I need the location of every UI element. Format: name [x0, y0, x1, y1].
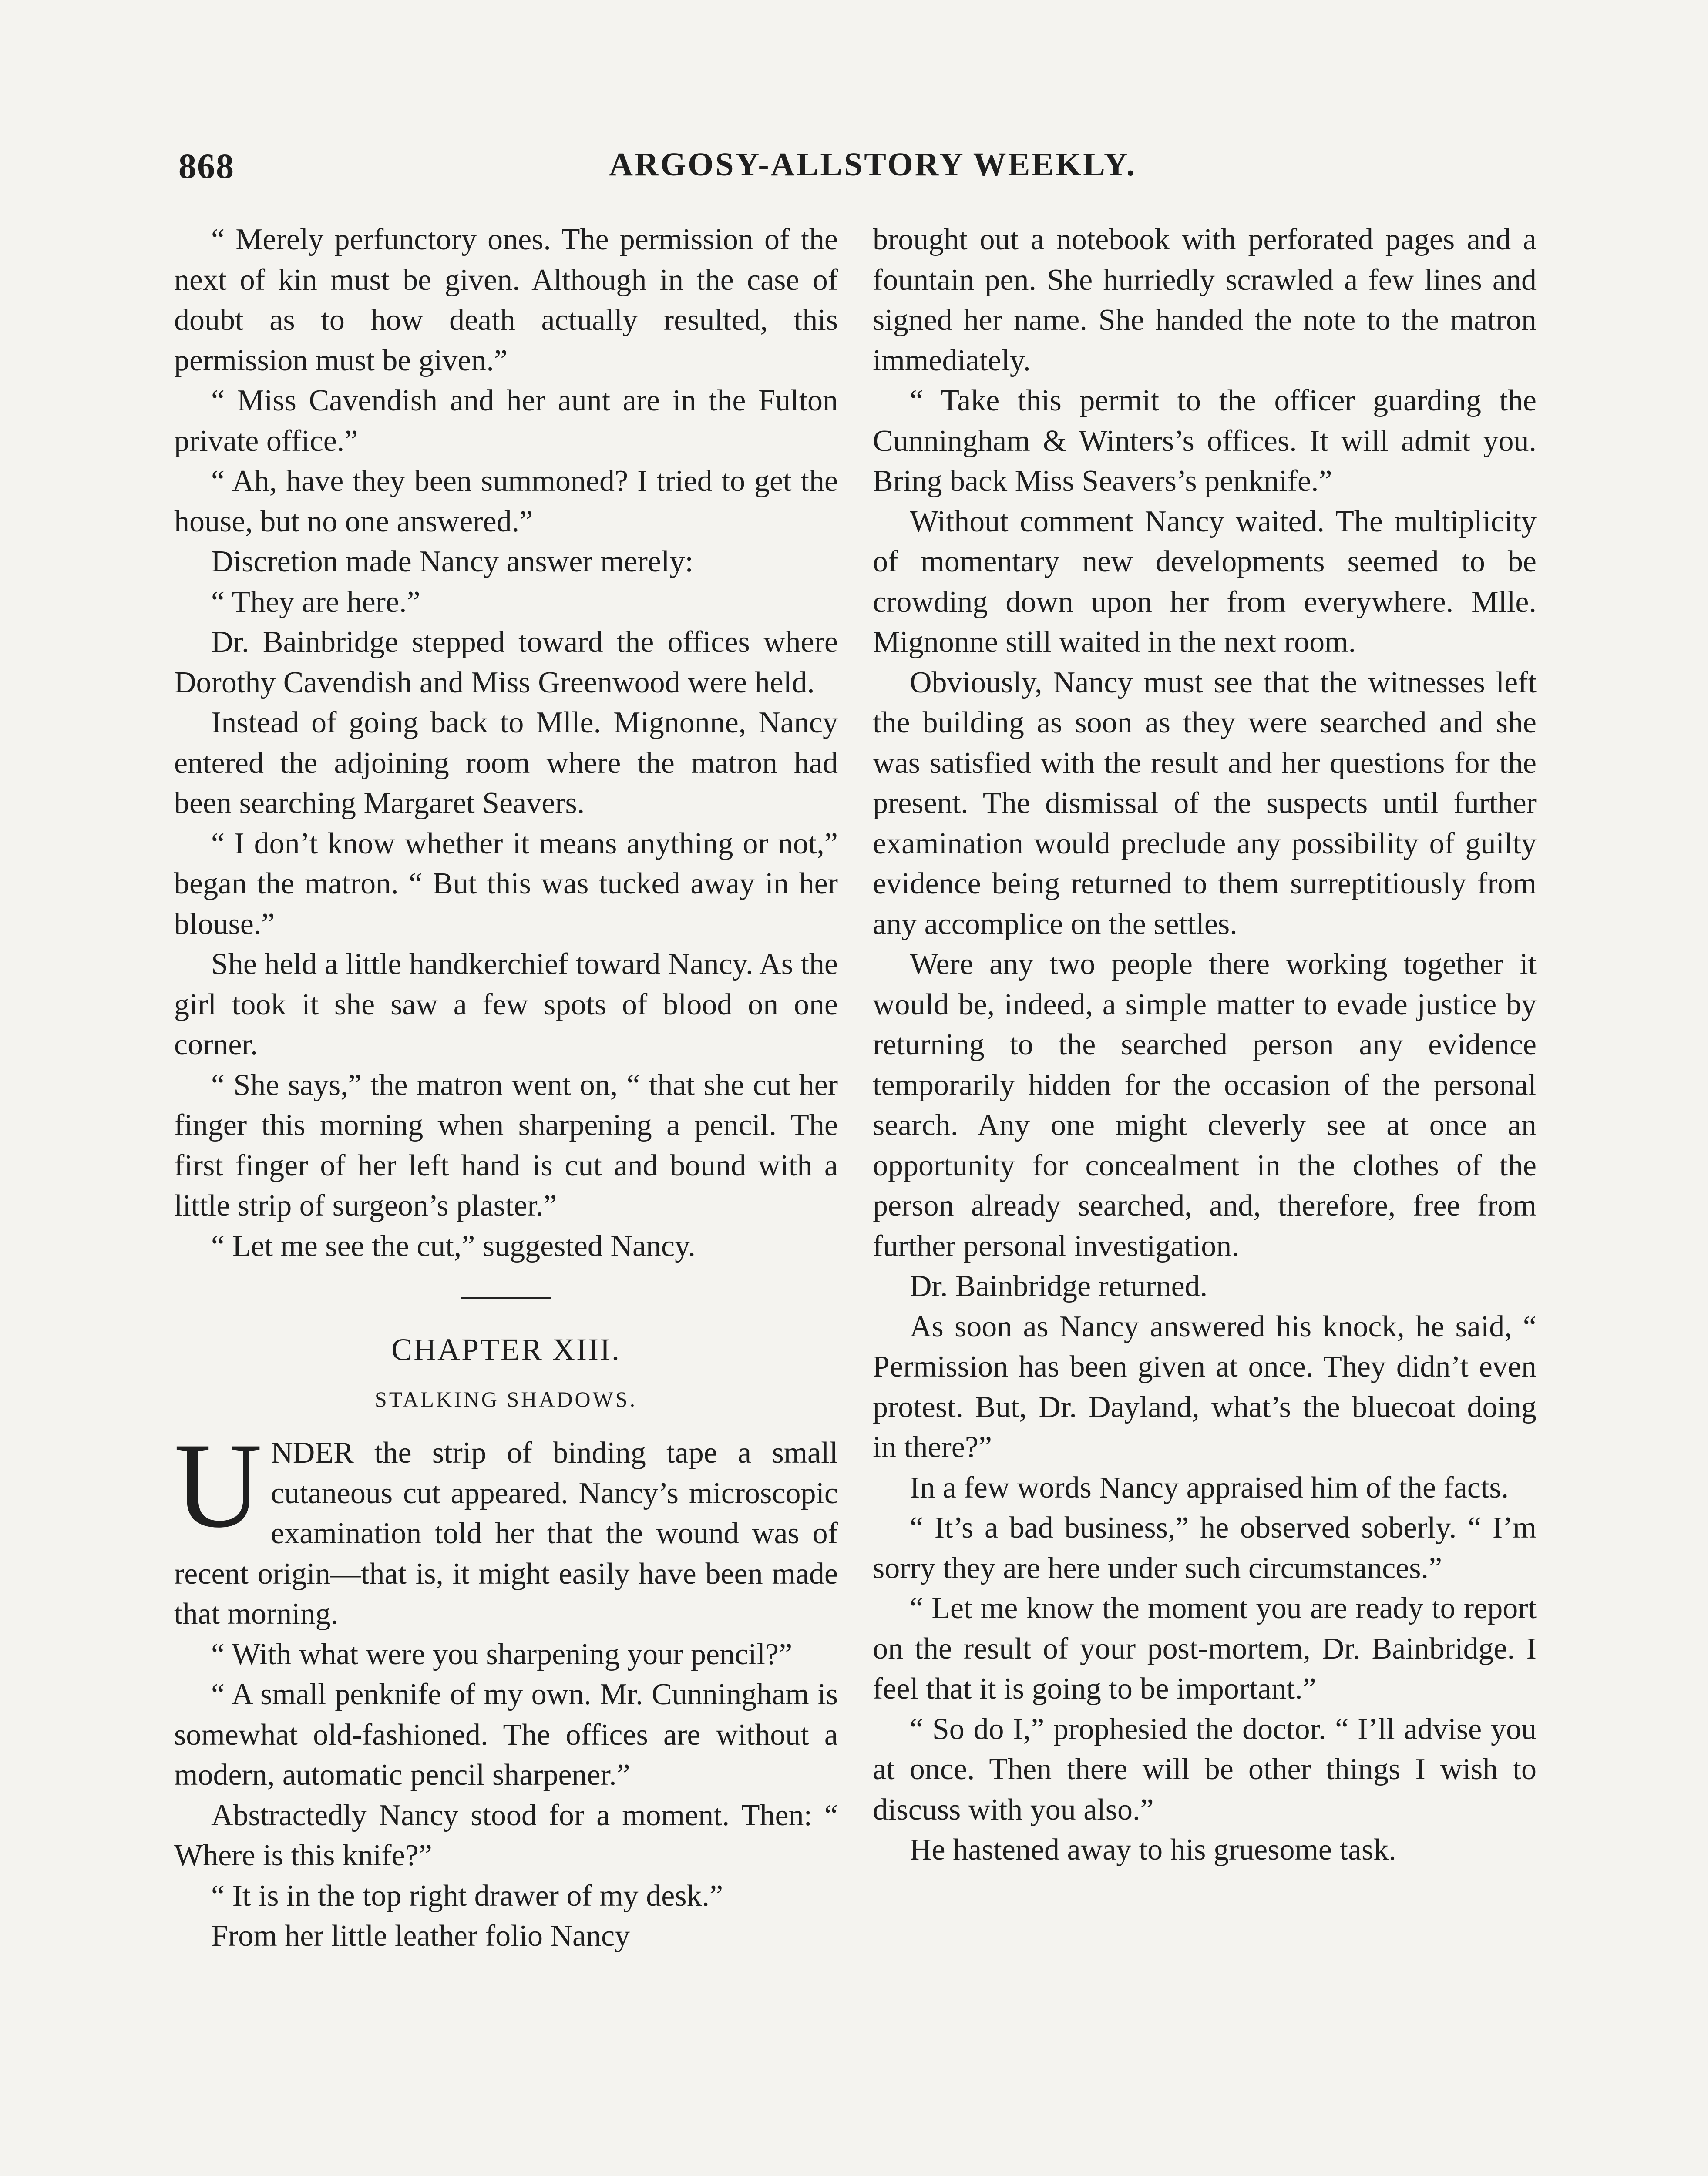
- paragraph: “ With what were you sharpening your pencil?”: [211, 1637, 793, 1671]
- paragraph: “ Merely perfunctory ones. The permission of the next of kin must be given. Although in the case of doubt as to how death actually resulted, this permission must be given.”: [174, 223, 838, 377]
- drop-cap: U: [174, 1417, 262, 1553]
- right-column: [873, 220, 1537, 1870]
- paragraph: “ It’s a bad business,” he observed soberly. “ I’m sorry they are here under such circumstances.”: [873, 1511, 1537, 1585]
- paragraph: “ A small penknife of my own. Mr. Cunningham is somewhat old-fashioned. The offices are without a modern, automatic pencil sharpener.”: [174, 1678, 838, 1792]
- paragraph: “ Let me see the cut,” suggested Nancy.: [211, 1229, 696, 1263]
- paragraph: As soon as Nancy answered his knock, he said, “ Permission has been given at once. They didn’t even protest. But, Dr. Dayland, what’s the bluecoat doing in there?”: [873, 1310, 1537, 1464]
- paragraph: Instead of going back to Mlle. Mignonne, Nancy entered the adjoining room where the matron had been searching Margaret Seavers.: [174, 706, 838, 820]
- chapter-subtitle: STALKING SHADOWS.: [374, 1387, 638, 1411]
- paragraph: “ She says,” the matron went on, “ that she cut her finger this morning when sharpening a pencil. The first finger of her left hand is cut and bound with a little strip of surgeon’s plaster.”: [174, 1068, 838, 1222]
- paragraph: Abstractedly Nancy stood for a moment. Then: “ Where is this knife?”: [174, 1798, 838, 1872]
- paragraph: Dr. Bainbridge returned.: [910, 1269, 1208, 1303]
- left-column: [174, 220, 838, 1957]
- page-number: 868: [178, 146, 235, 186]
- page-header: [178, 146, 1567, 194]
- paragraph: “ So do I,” prophesied the doctor. “ I’ll advise you at once. Then there will be other things I wish to discuss with you also.”: [873, 1712, 1537, 1827]
- paragraph: Were any two people there working together it would be, indeed, a simple matter to evade justice by returning to the searched person any evidence temporarily hidden for the occasion of the personal search. Any one might cleverly see at once an opportunity for concealment in the clothes of the person already searched, and, therefore, free from further personal investigation.: [873, 947, 1537, 1263]
- paragraph: Without comment Nancy waited. The multiplicity of momentary new developments seemed to be crowding down upon her from everywhere. Mlle. Mignonne still waited in the next room.: [873, 504, 1537, 659]
- paragraph: He hastened away to his gruesome task.: [910, 1833, 1396, 1867]
- paragraph-text: NDER the strip of binding tape a small cutaneous cut appeared. Nancy’s microscopic examination told her that the wound was of recent origin—that is, it might easily have been made that morning.: [174, 1436, 838, 1631]
- paragraph: From her little leather folio Nancy: [211, 1919, 630, 1953]
- paragraph: “ It is in the top right drawer of my desk.”: [211, 1879, 723, 1913]
- paragraph: Discretion made Nancy answer merely:: [211, 545, 693, 578]
- section-divider: [461, 1297, 551, 1299]
- paragraph: In a few words Nancy appraised him of the facts.: [910, 1471, 1509, 1504]
- paragraph: Obviously, Nancy must see that the witnesses left the building as soon as they were searched and she was satisfied with the result and her questions for the present. The dismissal of the suspects until further examination would preclude any possibility of guilty evidence being returned to them surreptitiously from any accomplice on the settles.: [873, 665, 1537, 941]
- paragraph: “ Miss Cavendish and her aunt are in the Fulton private office.”: [174, 384, 838, 458]
- paragraph: “ Take this permit to the officer guarding the Cunningham & Winters’s offices. It will admit you. Bring back Miss Seavers’s penknife.”: [873, 384, 1537, 498]
- chapter-opening-paragraph: [174, 1417, 838, 1635]
- paragraph-continued: brought out a notebook with perforated pages and a fountain pen. She hurriedly scrawled a few lines and signed her name. She handed the note to the matron immediately.: [873, 223, 1537, 377]
- paragraph: “ Let me know the moment you are ready to report on the result of your post-mortem, Dr. Bainbridge. I feel that it is going to be important.”: [873, 1592, 1537, 1706]
- running-head: ARGOSY-ALLSTORY WEEKLY.: [609, 146, 1136, 183]
- paragraph: Dr. Bainbridge stepped toward the offices where Dorothy Cavendish and Miss Greenwood were held.: [174, 625, 838, 699]
- paragraph: “ I don’t know whether it means anything or not,” began the matron. “ But this was tucked away in her blouse.”: [174, 826, 838, 941]
- paragraph: “ Ah, have they been summoned? I tried to get the house, but no one answered.”: [174, 464, 838, 538]
- chapter-title: CHAPTER XIII.: [391, 1332, 621, 1367]
- paragraph: “ They are here.”: [211, 585, 420, 619]
- paragraph: She held a little handkerchief toward Nancy. As the girl took it she saw a few spots of blood on one corner.: [174, 947, 838, 1061]
